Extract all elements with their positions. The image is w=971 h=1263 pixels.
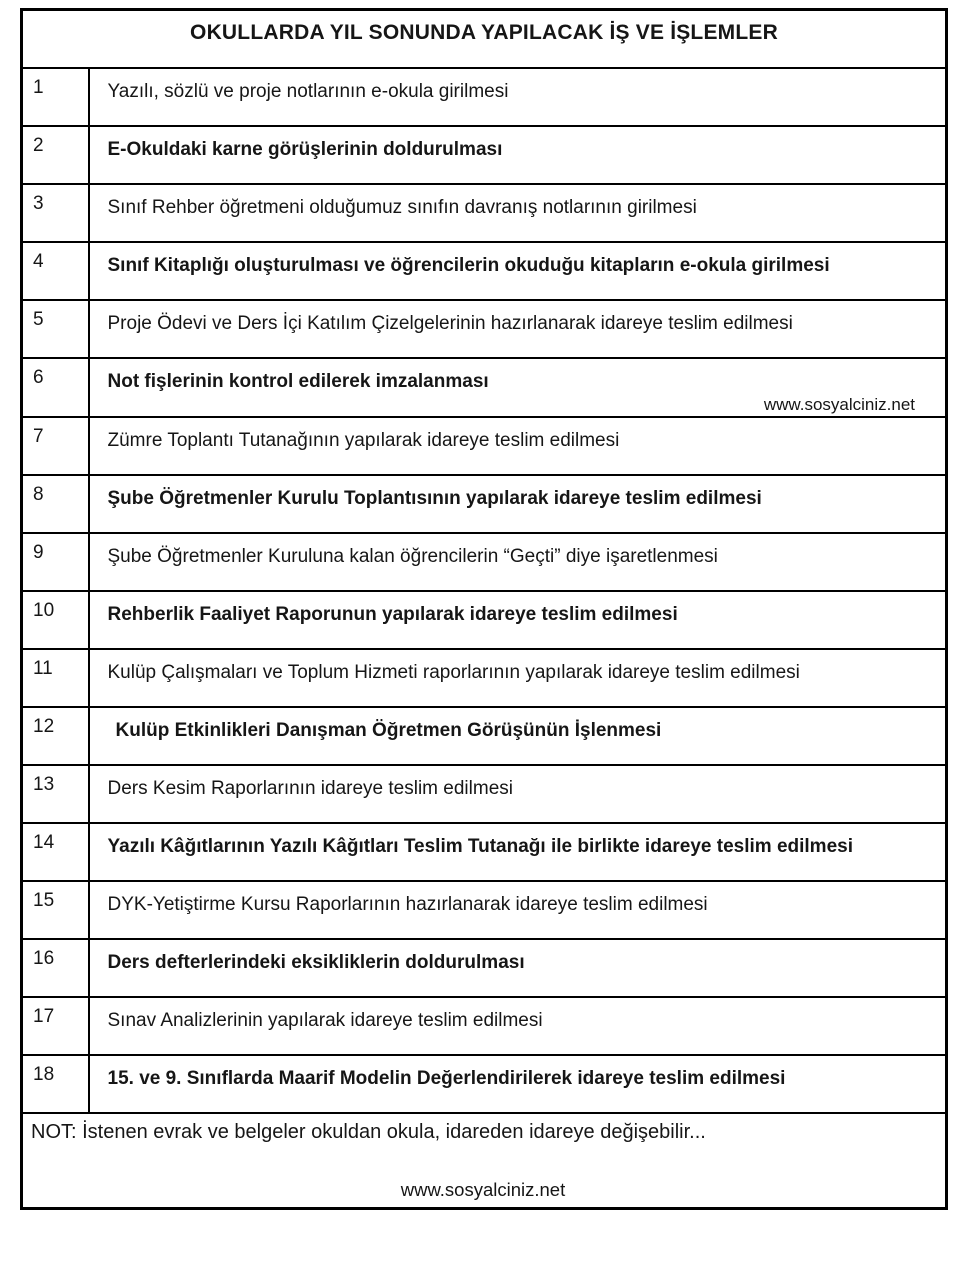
row-number: 7	[22, 417, 89, 475]
table-row	[22, 1055, 947, 1113]
task-text: Proje Ödevi ve Ders İçi Katılım Çizelgelerinin hazırlanarak idareye teslim edilmesi	[89, 300, 947, 358]
row-number: 5	[22, 300, 89, 358]
task-text: Sınav Analizlerinin yapılarak idareye teslim edilmesi	[89, 997, 947, 1055]
task-cell	[89, 358, 947, 418]
table-row	[22, 997, 947, 1055]
row-number: 8	[22, 475, 89, 533]
row-number: 10	[22, 591, 89, 649]
task-text: DYK-Yetiştirme Kursu Raporlarının hazırlanarak idareye teslim edilmesi	[89, 881, 947, 939]
table-row	[22, 823, 947, 881]
task-text: E-Okuldaki karne görüşlerinin doldurulması	[89, 126, 947, 184]
row-number: 16	[22, 939, 89, 997]
task-text: Kulüp Etkinlikleri Danışman Öğretmen Görüşünün İşlenmesi	[89, 707, 947, 765]
task-text: Yazılı, sözlü ve proje notlarının e-okula girilmesi	[89, 68, 947, 126]
tasks-table	[20, 8, 948, 1210]
task-text: Not fişlerinin kontrol edilerek imzalanması	[107, 370, 489, 392]
task-text: Kulüp Çalışmaları ve Toplum Hizmeti raporlarının yapılarak idareye teslim edilmesi	[89, 649, 947, 707]
row-number: 11	[22, 649, 89, 707]
table-row	[22, 300, 947, 358]
table-row	[22, 707, 947, 765]
table-row	[22, 939, 947, 997]
table-row	[22, 68, 947, 126]
note-row	[22, 1113, 947, 1209]
task-text: 15. ve 9. Sınıflarda Maarif Modelin Değerlendirilerek idareye teslim edilmesi	[89, 1055, 947, 1113]
task-text: Ders defterlerindeki eksikliklerin doldurulması	[89, 939, 947, 997]
table-row	[22, 881, 947, 939]
row-number: 3	[22, 184, 89, 242]
note-text: NOT: İstenen evrak ve belgeler okuldan okula, idareden idareye değişebilir...	[31, 1121, 706, 1144]
row-number: 9	[22, 533, 89, 591]
task-text: Sınıf Kitaplığı oluşturulması ve öğrencilerin okuduğu kitapların e-okula girilmesi	[89, 242, 947, 300]
page-title: OKULLARDA YIL SONUNDA YAPILACAK İŞ VE İŞLEMLER	[22, 10, 947, 68]
row-number: 12	[22, 707, 89, 765]
table-row	[22, 475, 947, 533]
task-text: Ders Kesim Raporlarının idareye teslim edilmesi	[89, 765, 947, 823]
row-number: 1	[22, 68, 89, 126]
row-number: 13	[22, 765, 89, 823]
table-row	[22, 184, 947, 242]
table-row	[22, 358, 947, 418]
table-row	[22, 533, 947, 591]
title-row	[22, 10, 947, 68]
task-text: Yazılı Kâğıtlarının Yazılı Kâğıtları Teslim Tutanağı ile birlikte idareye teslim edilmesi	[89, 823, 947, 881]
note-cell	[22, 1113, 947, 1209]
row-number: 6	[22, 358, 89, 418]
task-text: Rehberlik Faaliyet Raporunun yapılarak idareye teslim edilmesi	[89, 591, 947, 649]
table-row	[22, 242, 947, 300]
task-text: Sınıf Rehber öğretmeni olduğumuz sınıfın davranış notlarının girilmesi	[89, 184, 947, 242]
row-number: 17	[22, 997, 89, 1055]
footer-watermark: www.sosyalciniz.net	[400, 1179, 566, 1201]
row-number: 4	[22, 242, 89, 300]
table-row	[22, 591, 947, 649]
table-row	[22, 765, 947, 823]
task-text: Şube Öğretmenler Kurulu Toplantısının yapılarak idareye teslim edilmesi	[89, 475, 947, 533]
table-row	[22, 649, 947, 707]
task-text: Zümre Toplantı Tutanağının yapılarak idareye teslim edilmesi	[89, 417, 947, 475]
row-number: 14	[22, 823, 89, 881]
watermark-text: www.sosyalciniz.net	[763, 394, 915, 414]
row-number: 2	[22, 126, 89, 184]
table-row	[22, 126, 947, 184]
row-number: 18	[22, 1055, 89, 1113]
table-row	[22, 417, 947, 475]
task-text: Şube Öğretmenler Kuruluna kalan öğrencilerin “Geçti” diye işaretlenmesi	[89, 533, 947, 591]
row-number: 15	[22, 881, 89, 939]
